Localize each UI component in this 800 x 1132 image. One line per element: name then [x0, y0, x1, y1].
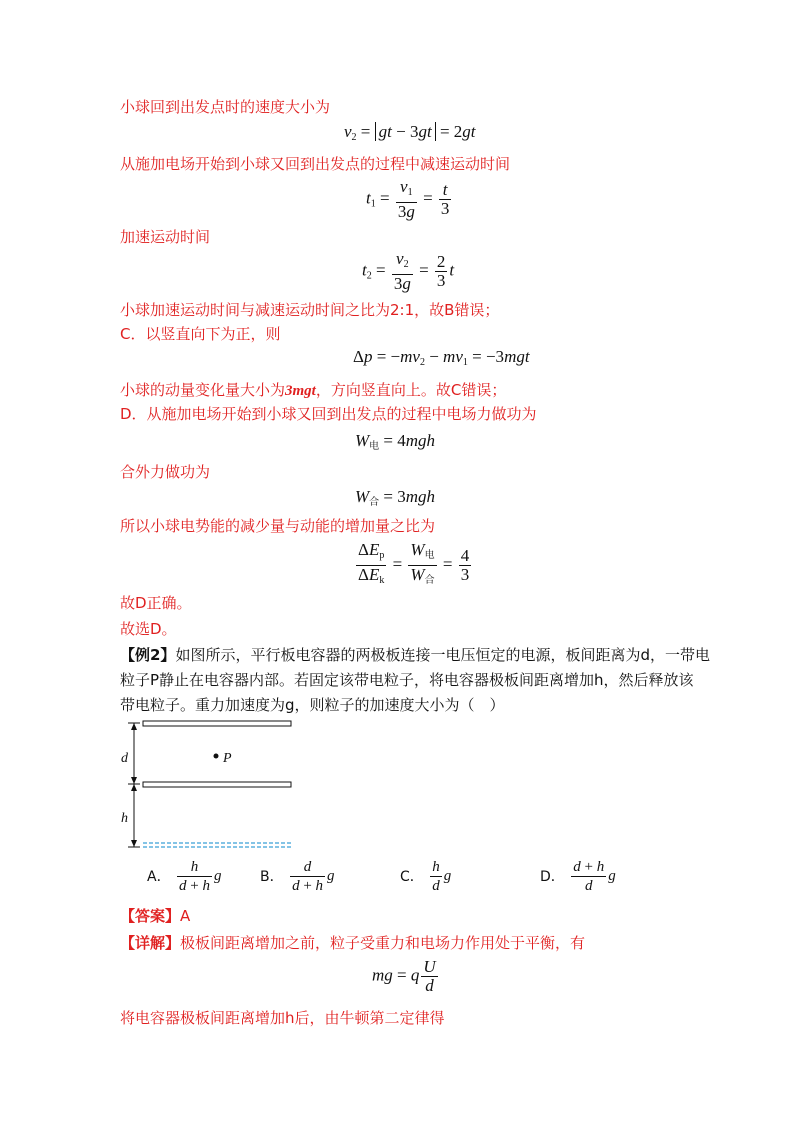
example-line: 粒子P静止在电容器内部。若固定该带电粒子，将电容器极板间距离增加h，然后释放该	[120, 671, 694, 689]
equation-momentum: $\Delta p = -mv_2 - mv_1 = -3mgt$	[353, 347, 530, 368]
option-b[interactable]: B． $\frac{d}{d + h}$ g	[260, 859, 335, 894]
text-line: 小球回到出发点时的速度大小为	[120, 98, 331, 116]
equation-w-field: $W_电 = 4mgh$	[355, 431, 436, 452]
detail-line: 【详解】极板间距离增加之前，粒子受重力和电场力作用处于平衡，有	[120, 934, 586, 952]
text-line: 小球加速运动时间与减速运动时间之比为2:1，故B错误；	[120, 301, 500, 319]
equation-t1: $t_1$ = $\frac{v_1}{3g}$ = $\frac{t}{3}$	[366, 177, 450, 221]
text-line: 故D正确。	[120, 594, 192, 612]
text-line: 合外力做功为	[120, 463, 211, 481]
equation-ratio: $\frac{\Delta E_p}{\Delta E_k}$ = $\frac{W_电}{W_合}$ = $\frac{4}{3}$	[358, 540, 470, 586]
text-line: 所以小球电势能的减少量与动能的增加量之比为	[120, 517, 436, 535]
equation-w-net: $W_合 = 3mgh$	[355, 487, 436, 508]
label-h: h	[121, 811, 128, 826]
option-a[interactable]: A． $\frac{h}{d + h}$ g	[147, 859, 222, 894]
equation-balance: mg = q $\frac{U}{d}$	[372, 957, 436, 995]
text-line: 故选D。	[120, 620, 177, 638]
option-c[interactable]: C． $\frac{h}{d}$ g	[400, 859, 452, 894]
text-line: 小球的动量变化量大小为3mgt，方向竖直向上。故C错误；	[120, 381, 507, 399]
capacitor-figure	[118, 716, 298, 851]
label-d: d	[121, 751, 128, 766]
detail-line: 将电容器极板间距离增加h后，由牛顿第二定律得	[120, 1009, 445, 1027]
text-line: 加速运动时间	[120, 228, 211, 246]
example-line: 【例2】如图所示，平行板电容器的两极板连接一电压恒定的电源，板间距离为d，一带电	[120, 646, 710, 664]
bottom-plate	[143, 782, 291, 787]
example-line: 带电粒子。重力加速度为g，则粒子的加速度大小为（ ）	[120, 696, 505, 714]
text-line: D．从施加电场开始到小球又回到出发点的过程中电场力做功为	[120, 405, 537, 423]
equation-v2: $v_2$ = gt − 3gt = 2gt	[344, 122, 476, 143]
particle-dot	[214, 754, 219, 759]
label-p: P	[223, 751, 232, 766]
answer-line: 【答案】A	[120, 907, 191, 925]
top-plate	[143, 721, 291, 726]
equation-t2: $t_2$ = $\frac{v_2}{3g}$ = $\frac{2}{3}$ t	[362, 249, 455, 293]
text-line: 从施加电场开始到小球又回到出发点的过程中减速运动时间	[120, 155, 511, 173]
option-d[interactable]: D． $\frac{d + h}{d}$ g	[540, 859, 616, 894]
text-line: C．以竖直向下为正，则	[120, 325, 281, 343]
